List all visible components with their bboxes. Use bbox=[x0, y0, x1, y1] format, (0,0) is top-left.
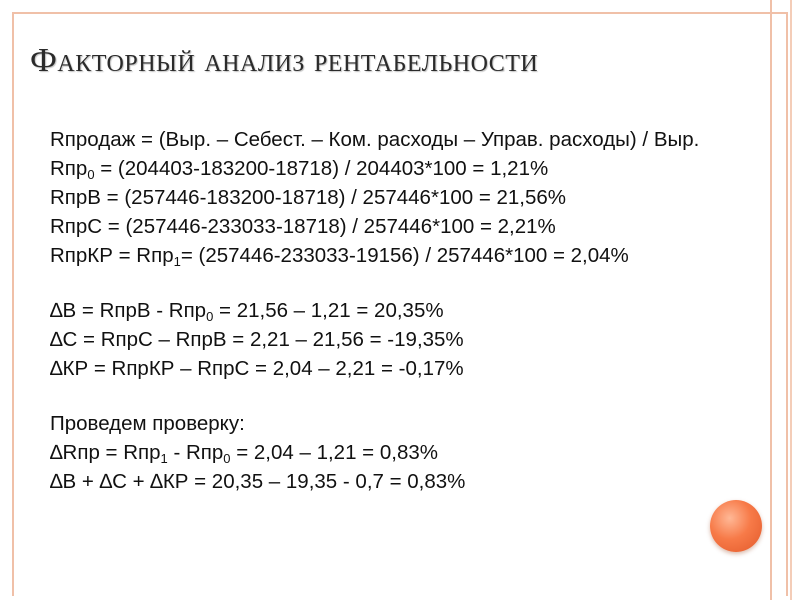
formula-line: Rпр$_0$ = (204403-183200-18718) / 204403*100 = 1,21% bbox=[50, 157, 549, 182]
delta-line: ∆С = RпрС – RпрВ = 2,21 – 21,56 = -19,35% bbox=[50, 328, 464, 351]
slide-body bbox=[50, 125, 750, 496]
decorative-stripe bbox=[790, 0, 792, 600]
check-line: ∆В + ∆С + ∆КР = 20,35 – 19,35 - 0,7 = 0,83% bbox=[50, 470, 466, 493]
formula-line: RпрКР = Rпр$_1$= (257446-233033-19156) / 257446*100 = 2,04% bbox=[50, 244, 629, 269]
decorative-stripe bbox=[770, 0, 772, 600]
formula-line: RпрС = (257446-233033-18718) / 257446*100 = 2,21% bbox=[50, 215, 556, 238]
formula-main: Rпродаж = (Выр. – Себест. – Ком. расходы – Управ. расходы) / Выр. bbox=[50, 128, 700, 151]
decorative-orb bbox=[710, 500, 762, 552]
check-line: ∆Rпр = Rпр$_1$ - Rпр$_0$ = 2,04 – 1,21 = 0,83% bbox=[50, 441, 438, 466]
delta-line: ∆В = RпрВ - Rпр$_0$ = 21,56 – 1,21 = 20,35% bbox=[50, 299, 444, 324]
delta-line: ∆КР = RпрКР – RпрС = 2,04 – 2,21 = -0,17% bbox=[50, 357, 464, 380]
formula-line: RпрВ = (257446-183200-18718) / 257446*100 = 21,56% bbox=[50, 186, 567, 209]
slide-title: Факторный анализ рентабельности bbox=[30, 42, 539, 79]
check-heading: Проведем проверку: bbox=[50, 412, 245, 435]
